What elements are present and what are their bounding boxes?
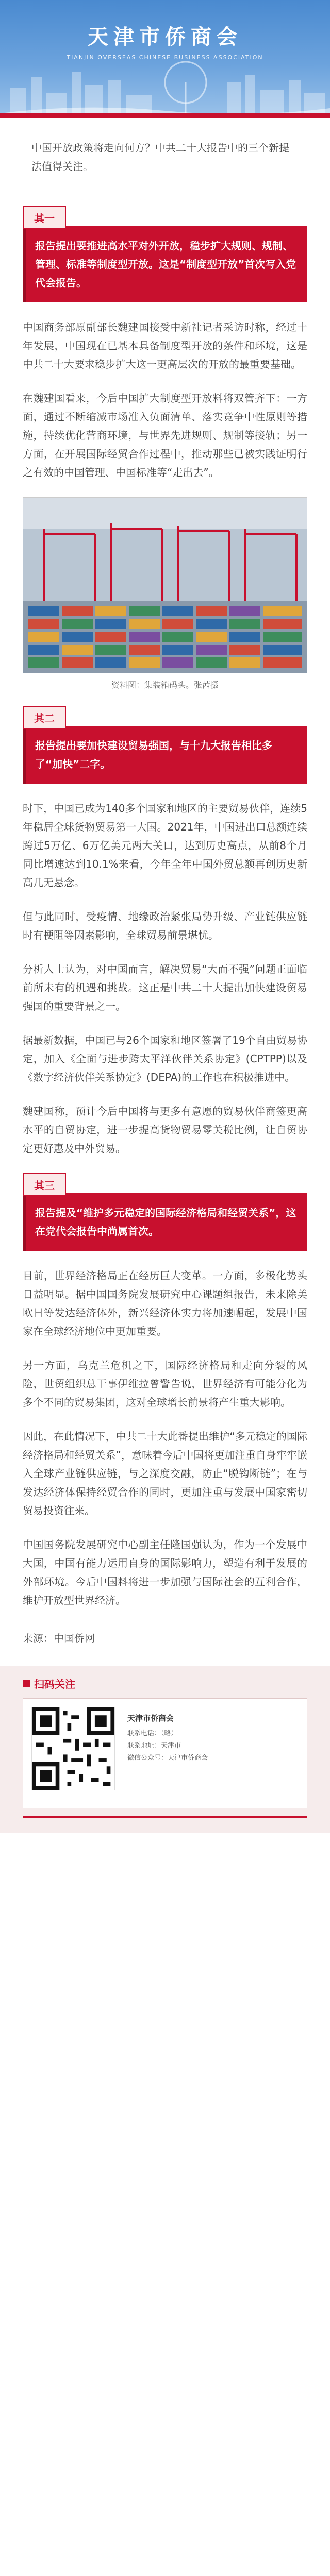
section-1-tag: 其一 — [23, 206, 66, 229]
section-2-tag: 其二 — [23, 706, 66, 729]
banner-red-strip — [0, 113, 330, 118]
header-banner — [0, 0, 330, 118]
footer-line-1: 联系电话：（略） — [127, 1730, 178, 1737]
footer-red-line — [23, 1816, 307, 1818]
section-2-paragraph: 时下，中国已成为140多个国家和地区的主要贸易伙伴，连续5年稳居全球货物贸易第一大国。2021年，中国进出口总额连续跨过5万亿、6万亿美元两大关口，达到历史高点，从前8个月同比增速达到10.1%来看，今年全年中国外贸总额再创历史新高几无悬念。 — [23, 802, 307, 889]
footer-org-name: 天津市侨商会 — [127, 1714, 174, 1723]
follow-title — [23, 1676, 307, 1691]
section-3-paragraph: 因此，在此情况下，中共二十大此番提出维护“多元稳定的国际经济格局和经贸关系”，意味着今后中国将更加注重自身牢牢嵌入全球产业链供应链，与之深度交融，防止“脱钩断链”；在与发达经济体保持经贸合作的同时，更加注重与发展中国家密切贸易投资往来。 — [23, 1430, 307, 1517]
section-3-paragraph: 目前，世界经济格局正在经历巨大变革。一方面，多极化势头日益明显。据中国国务院发展研究中心课题组报告，未来除美欧日等发达经济体外，新兴经济体实力将加速崛起，发展中国家在全球经济地位中更加重要。 — [23, 1269, 307, 1337]
section-3-paragraph: 中国国务院发展研究中心副主任隆国强认为，作为一个发展中大国，中国有能力运用自身的国际影响力，塑造有利于发展的外部环境。今后中国料将进一步加强与国际社会的互利合作，维护开放型世界经济。 — [23, 1538, 307, 1606]
footer-line-2: 联系地址：天津市 — [127, 1742, 182, 1750]
section-1-paragraph: 在魏建国看来，今后中国扩大制度型开放料将双管齐下：一方面，通过不断缩减市场准入负面清单、落实竞争中性原则等措施，持续优化营商环境，与世界先进规则、规制等接轨；另一方面，在开展国际经贸合作过程中，推动那些已被实践证明行之有效的中国管理、中国标准等“走出去”。 — [23, 392, 307, 479]
follow-card — [23, 1698, 307, 1808]
section-2-paragraph: 魏建国称，预计今后中国将与更多有意愿的贸易伙伴商签更高水平的自贸协定，进一步提高货物贸易零关税比例，让自贸协定更好惠及中外贸易。 — [23, 1105, 307, 1155]
section-2-paragraph: 但与此同时，受疫情、地缘政治紧张局势升级、产业链供应链时有梗阻等因素影响，全球贸易前景堪忧。 — [23, 910, 307, 941]
section-3-paragraph: 另一方面，乌克兰危机之下，国际经济格局和走向分裂的风险，世贸组织总干事伊维拉曾警告说，世界经济有可能分化为多个不同的贸易集团，这对全球增长前景将产生重大影响。 — [23, 1359, 307, 1409]
section-2-highlight: 报告提出要加快建设贸易强国，与十九大报告相比多了“加快”二字。 — [23, 726, 307, 784]
photo-caption: 资料图：集装箱码头。张茜摄 — [111, 680, 219, 690]
article-source: 来源：中国侨网 — [23, 1632, 95, 1645]
container-port-photo — [23, 497, 307, 673]
footer — [0, 1666, 330, 1833]
article-content — [0, 118, 330, 1645]
section-2-paragraph: 据最新数据，中国已与26个国家和地区签署了19个自由贸易协定，加入《全面与进步跨太平洋伙伴关系协定》(CPTPP)以及《数字经济伙伴关系协定》(DEPA)的工作也在积极推进中。 — [23, 1034, 307, 1083]
city-skyline-illustration — [0, 57, 330, 118]
section-1-paragraph: 中国商务部原副部长魏建国接受中新社记者采访时称，经过十年发展，中国现在已基本具备制度型开放的条件和环境，这是中共二十大要求稳步扩大这一更高层次的开放的最重要基础。 — [23, 321, 307, 370]
follow-title-text: 扫码关注 — [34, 1678, 75, 1690]
section-2-paragraph: 分析人士认为，对中国而言，解决贸易“大而不强”问题正面临前所未有的机遇和挑战。这正是中共二十大提出加快建设贸易强国的重要背景之一。 — [23, 963, 307, 1012]
intro-box: 中国开放政策将走向何方？中共二十大报告中的三个新提法值得关注。 — [23, 129, 307, 185]
section-3-tag: 其三 — [23, 1173, 66, 1196]
brand-name: 天津市侨商会 — [88, 25, 242, 49]
footer-line-3: 微信公众号：天津市侨商会 — [127, 1754, 208, 1762]
qr-code[interactable] — [31, 1707, 115, 1790]
section-1-header — [23, 206, 307, 302]
section-3-header — [23, 1173, 307, 1251]
section-3-highlight: 报告提及“维护多元稳定的国际经济格局和经贸关系”，这在党代会报告中尚属首次。 — [23, 1193, 307, 1251]
qr-code-icon — [32, 1707, 114, 1790]
footer-info — [127, 1707, 299, 1800]
section-1-highlight: 报告提出要推进高水平对外开放，稳步扩大规则、规制、管理、标准等制度型开放。这是“制度型开放”首次写入党代会报告。 — [23, 226, 307, 302]
brand-english-name: TIANJIN OVERSEAS CHINESE BUSINESS ASSOCIATION — [67, 54, 263, 61]
square-icon — [23, 1680, 30, 1687]
section-2-header — [23, 706, 307, 784]
